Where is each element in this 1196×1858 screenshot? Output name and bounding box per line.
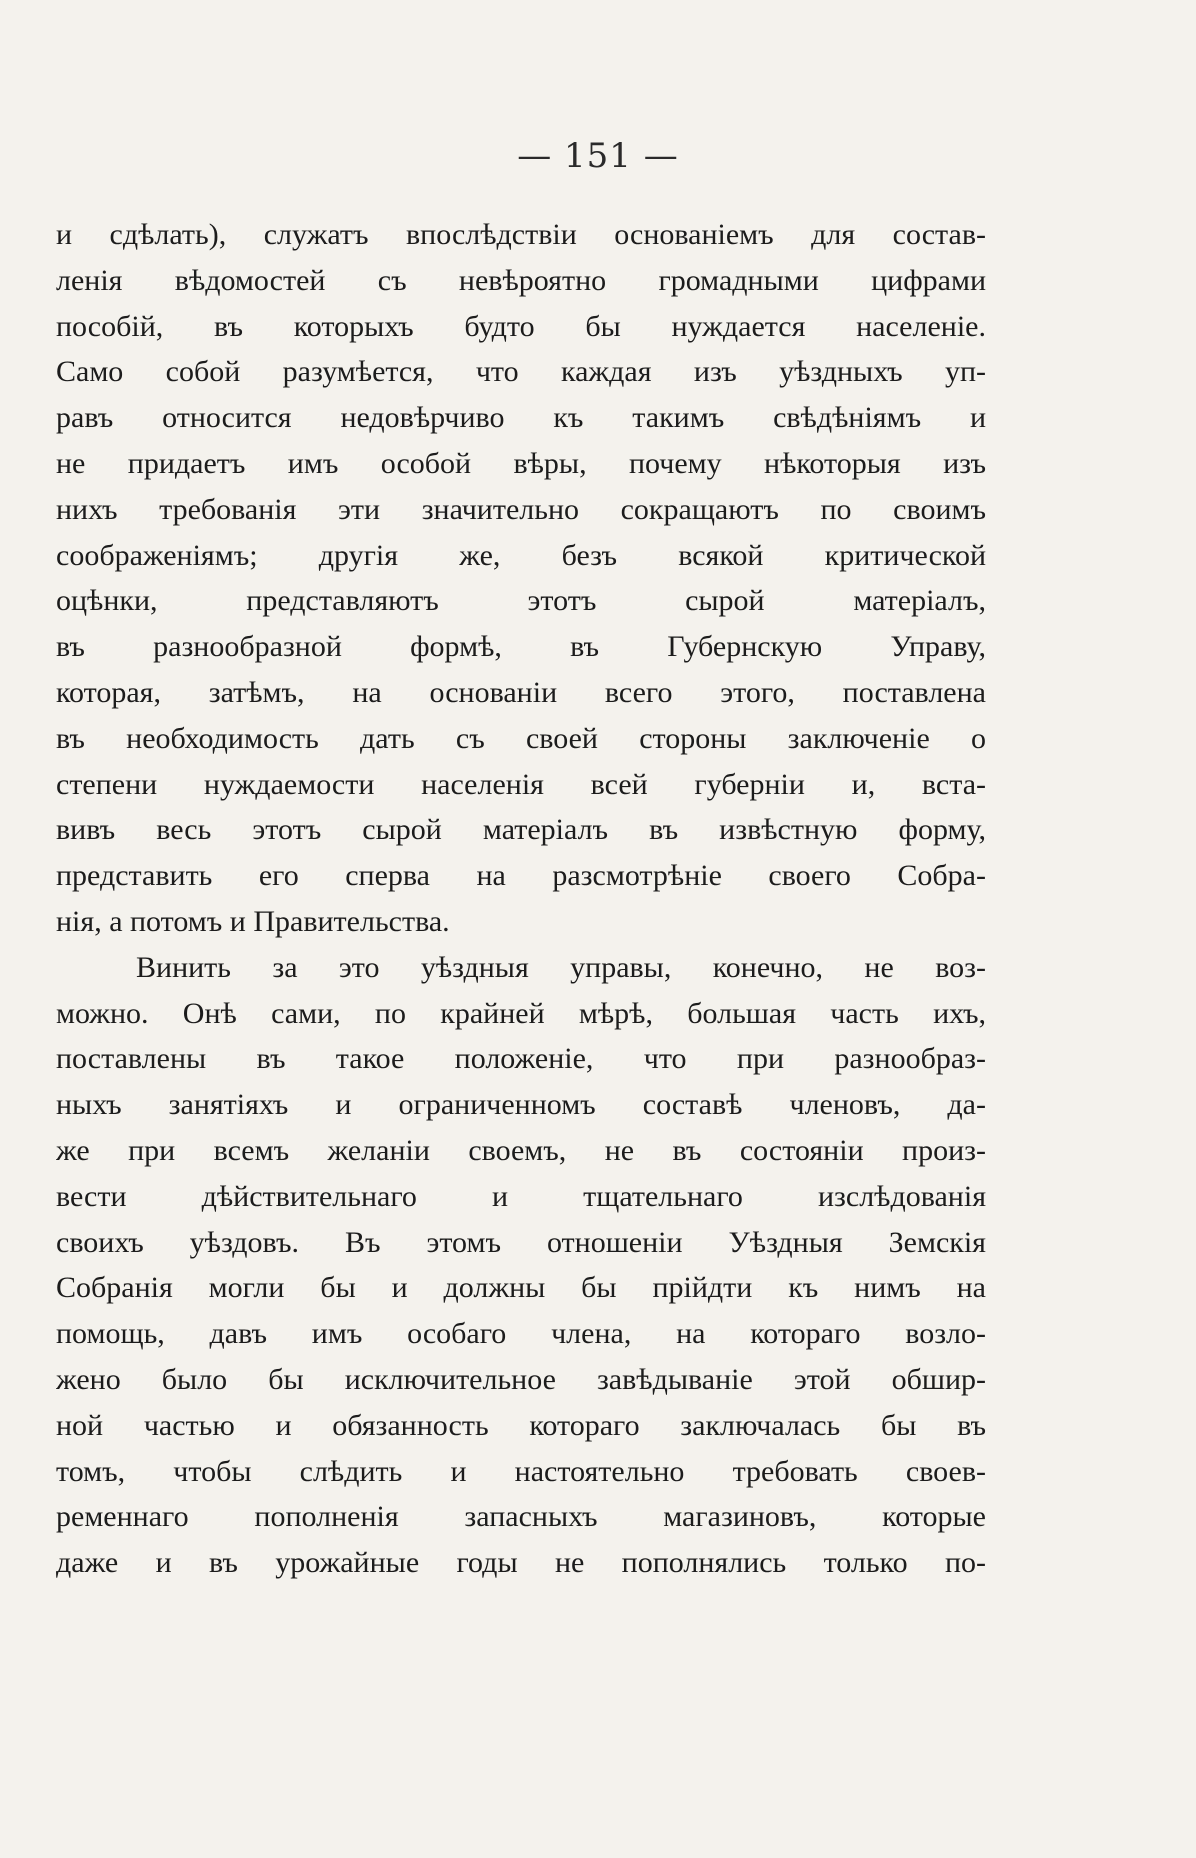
page-number: — 151 — bbox=[517, 136, 679, 176]
text-line: ременнаго пополненія запасныхъ магазиновъ, которые bbox=[56, 1500, 986, 1534]
text-line: степени нуждаемости населенія всей губерніи и, вста- bbox=[56, 767, 986, 801]
text-line: ной частью и обязанность котораго заключалась бы въ bbox=[56, 1408, 986, 1442]
text-line: вести дѣйствительнаго и тщательнаго изслѣдованія bbox=[56, 1179, 986, 1213]
text-line: вивъ весь этотъ сырой матеріалъ въ извѣстную форму, bbox=[56, 813, 986, 847]
text-line: въ необходимость дать съ своей стороны заключеніе о bbox=[56, 721, 986, 755]
paragraph-end-line: нія, а потомъ и Правительства. bbox=[56, 904, 450, 938]
text-line: и сдѣлать), служатъ впослѣдствіи основаніемъ для состав- bbox=[56, 218, 986, 251]
text-line: которая, затѣмъ, на основаніи всего этого, поставлена bbox=[56, 675, 986, 709]
text-line: помощь, давъ имъ особаго члена, на котораго возло- bbox=[56, 1317, 986, 1351]
text-line: ныхъ занятіяхъ и ограниченномъ составѣ членовъ, да- bbox=[56, 1088, 986, 1122]
text-line: пособій, въ которыхъ будто бы нуждается населеніе. bbox=[56, 309, 986, 343]
text-line: соображеніямъ; другія же, безъ всякой критической bbox=[56, 538, 986, 572]
text-line: томъ, чтобы слѣдить и настоятельно требовать своев- bbox=[56, 1454, 986, 1488]
text-line: ленія вѣдомостей съ невѣроятно громадными цифрами bbox=[56, 263, 986, 297]
text-line: въ разнообразной формѣ, въ Губернскую Управу, bbox=[56, 630, 986, 664]
text-line: Собранія могли бы и должны бы прійдти къ нимъ на bbox=[56, 1271, 986, 1305]
text-line: нихъ требованія эти значительно сокращаютъ по своимъ bbox=[56, 492, 986, 526]
text-line: не придаетъ имъ особой вѣры, почему нѣкоторыя изъ bbox=[56, 446, 986, 480]
paragraph-start-line: Винить за это уѣздныя управы, конечно, не воз- bbox=[136, 950, 986, 984]
text-line: своихъ уѣздовъ. Въ этомъ отношеніи Уѣздныя Земскія bbox=[56, 1225, 986, 1259]
text-line: поставлены въ такое положеніе, что при разнообраз- bbox=[56, 1042, 986, 1076]
text-line: жено было бы исключительное завѣдываніе этой обшир- bbox=[56, 1362, 986, 1396]
body-text bbox=[56, 212, 986, 1586]
text-line: же при всемъ желаніи своемъ, не въ состояніи произ- bbox=[56, 1133, 986, 1167]
text-line: Само собой разумѣется, что каждая изъ уѣздныхъ уп- bbox=[56, 355, 986, 389]
text-line: даже и въ урожайные годы не пополнялись только по- bbox=[56, 1546, 986, 1580]
text-line: представить его сперва на разсмотрѣніе своего Собра- bbox=[56, 859, 986, 893]
text-line: равъ относится недовѣрчиво къ такимъ свѣдѣніямъ и bbox=[56, 401, 986, 435]
text-line: можно. Онѣ сами, по крайней мѣрѣ, большая часть ихъ, bbox=[56, 996, 986, 1030]
text-line: оцѣнки, представляютъ этотъ сырой матеріалъ, bbox=[56, 584, 986, 618]
